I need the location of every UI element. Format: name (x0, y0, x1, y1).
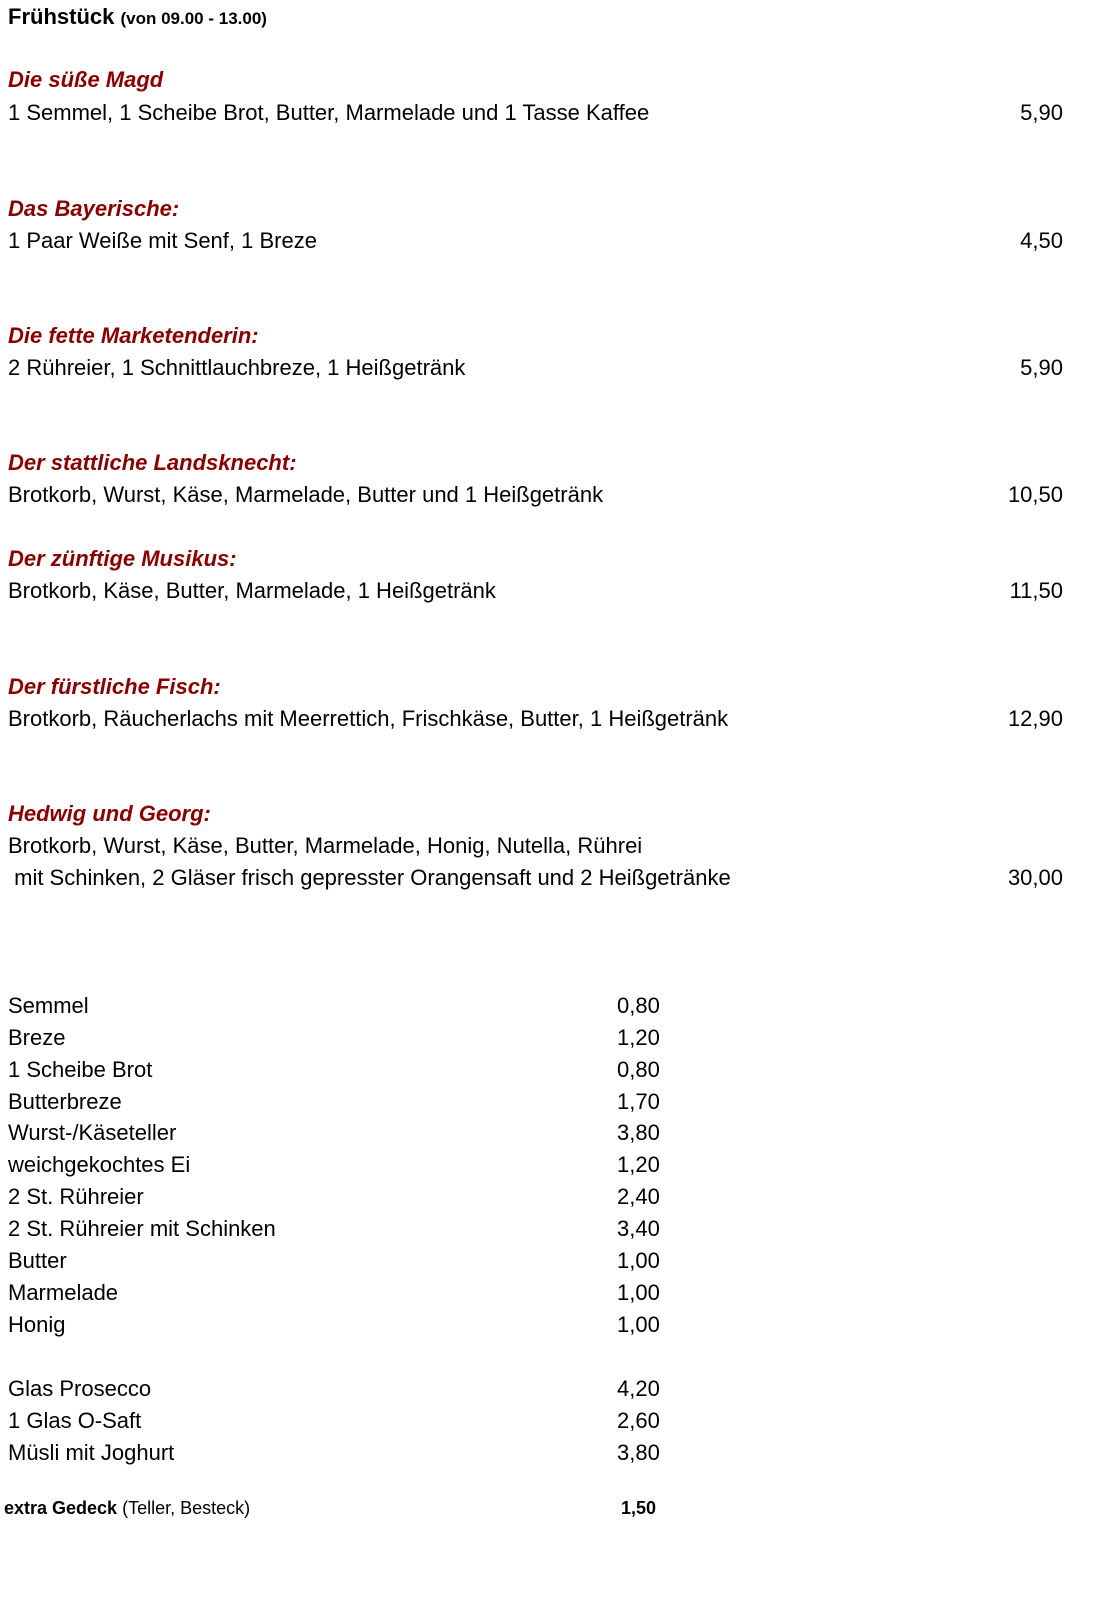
item-name: Breze (8, 1025, 66, 1050)
combo-description: Brotkorb, Wurst, Käse, Marmelade, Butter und 1 Heißgetränk (8, 482, 604, 507)
item-name: Wurst-/Käseteller (8, 1120, 177, 1145)
drink-price: 4,20 (617, 1376, 660, 1401)
combo-price: 5,90 (1020, 100, 1063, 125)
combo-name: Der stattliche Landsknecht: (8, 450, 297, 475)
opening-hours: (von 09.00 - 13.00) (120, 9, 267, 28)
combo-description: Brotkorb, Käse, Butter, Marmelade, 1 Heißgetränk (8, 578, 496, 603)
combo-description: mit Schinken, 2 Gläser frisch gepresster Orangensaft und 2 Heißgetränke (8, 865, 731, 890)
item-price: 0,80 (617, 1057, 660, 1082)
item-name: 1 Scheibe Brot (8, 1057, 153, 1082)
combo-price: 4,50 (1020, 228, 1063, 253)
item-name: Marmelade (8, 1280, 119, 1305)
item-price: 1,70 (617, 1089, 660, 1114)
item-price: 1,00 (617, 1280, 660, 1305)
combo-description: 2 Rühreier, 1 Schnittlauchbreze, 1 Heißgetränk (8, 355, 466, 380)
item-price: 3,80 (617, 1120, 660, 1145)
combo-price: 10,50 (1007, 482, 1063, 507)
drink-price: 2,60 (617, 1408, 660, 1433)
combo-price: 11,50 (1009, 578, 1063, 603)
extra-price: 1,50 (621, 1498, 657, 1518)
combo-name: Hedwig und Georg: (8, 801, 211, 826)
combo-name: Der fürstliche Fisch: (8, 674, 221, 699)
combo-name: Die süße Magd (8, 67, 164, 92)
drink-name: 1 Glas O-Saft (8, 1408, 142, 1433)
combo-description: 1 Paar Weiße mit Senf, 1 Breze (8, 228, 317, 253)
item-name: Butter (8, 1248, 67, 1273)
combo-price: 12,90 (1007, 706, 1063, 731)
combo-price: 30,00 (1007, 865, 1063, 890)
item-price: 1,20 (617, 1152, 660, 1177)
combo-description: 1 Semmel, 1 Scheibe Brot, Butter, Marmelade und 1 Tasse Kaffee (8, 100, 650, 125)
item-name: Semmel (8, 993, 89, 1018)
item-price: 1,00 (617, 1248, 660, 1273)
drink-price: 3,80 (617, 1440, 660, 1465)
combo-name: Der zünftige Musikus: (8, 546, 237, 571)
item-price: 3,40 (617, 1216, 660, 1241)
combo-price: 5,90 (1020, 355, 1063, 380)
item-name: Butterbreze (8, 1089, 122, 1114)
title-text: Frühstück (8, 4, 115, 29)
combo-name: Das Bayerische: (8, 196, 180, 221)
item-price: 2,40 (617, 1184, 660, 1209)
page-title (8, 4, 267, 30)
drink-name: Glas Prosecco (8, 1376, 152, 1401)
item-name: 2 St. Rühreier (8, 1184, 144, 1209)
extra-detail: (Teller, Besteck) (117, 1498, 251, 1518)
combo-description: Brotkorb, Wurst, Käse, Butter, Marmelade, Honig, Nutella, Rührei (8, 833, 643, 858)
drink-name: Müsli mit Joghurt (8, 1440, 175, 1465)
extra-setting (4, 1498, 250, 1519)
combo-description: Brotkorb, Räucherlachs mit Meerrettich, Frischkäse, Butter, 1 Heißgetränk (8, 706, 729, 731)
combo-name: Die fette Marketenderin: (8, 323, 259, 348)
item-price: 1,20 (617, 1025, 660, 1050)
item-name: weichgekochtes Ei (8, 1152, 191, 1177)
item-price: 0,80 (617, 993, 660, 1018)
item-name: Honig (8, 1312, 66, 1337)
item-name: 2 St. Rühreier mit Schinken (8, 1216, 276, 1241)
item-price: 1,00 (617, 1312, 660, 1337)
extra-label: extra Gedeck (4, 1498, 118, 1518)
